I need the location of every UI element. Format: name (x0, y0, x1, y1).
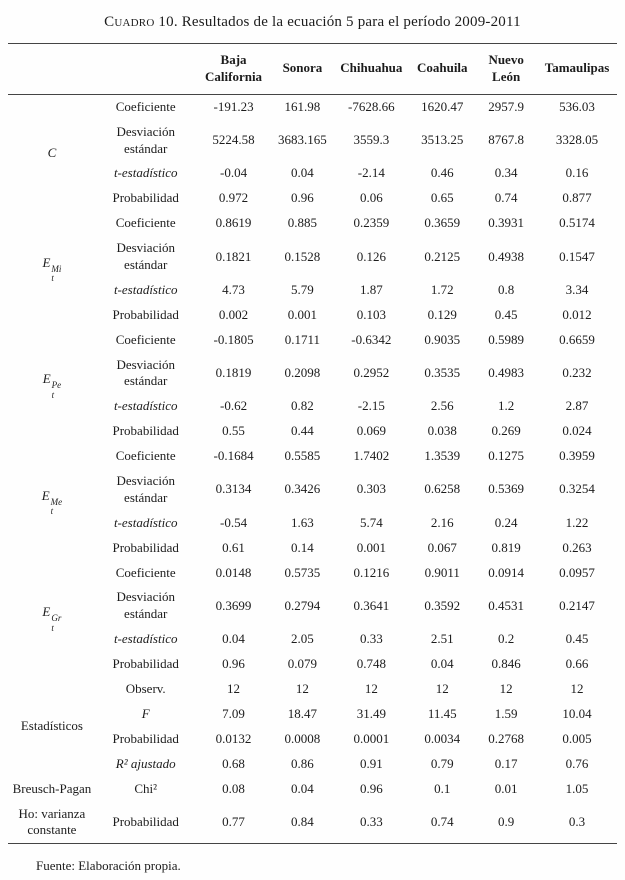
value-cell: 2.51 (430, 631, 454, 647)
value-cell: 0.96 (291, 190, 314, 206)
stat-label: Desviación estándar (116, 123, 175, 156)
table-row (8, 585, 617, 627)
value-cell: 0.45 (565, 631, 589, 647)
value-cell: 4.73 (222, 281, 245, 297)
value-cell: 0.126 (356, 248, 386, 264)
value-cell: 0.5735 (284, 564, 321, 580)
value-cell: 0.001 (287, 306, 318, 322)
value-cell: -0.04 (219, 165, 248, 181)
value-cell: 2957.9 (488, 98, 524, 114)
stat-label: Probabilidad (112, 306, 179, 322)
value-cell: 0.79 (430, 755, 454, 771)
value-cell: 2.16 (430, 514, 454, 530)
value-cell: 0.8619 (215, 215, 252, 231)
table-row (8, 652, 617, 677)
value-cell: 1.3539 (424, 448, 461, 464)
value-cell: 0.8 (498, 281, 515, 297)
value-cell: 1.2 (498, 398, 515, 414)
value-cell: 0.2952 (353, 365, 390, 381)
value-cell: 0.9011 (424, 564, 460, 580)
table-row (8, 561, 617, 586)
value-cell: 1.7402 (353, 448, 390, 464)
param-label: Ho: varianza constante (18, 805, 86, 838)
value-cell: -0.1684 (213, 448, 254, 464)
value-cell: 0.3254 (559, 481, 595, 497)
value-cell: 5.74 (359, 514, 383, 530)
value-cell: 0.55 (222, 423, 245, 439)
param-symbol: E (42, 255, 51, 271)
table-row (8, 94, 617, 119)
value-cell: 0.66 (565, 656, 589, 672)
value-cell: 0.3 (568, 813, 586, 829)
stat-label: Coeficiente (115, 331, 176, 347)
value-cell: 0.1819 (215, 365, 252, 381)
stat-label: R² ajustado (115, 755, 176, 771)
value-cell: 0.06 (359, 190, 383, 206)
value-cell: 0.877 (562, 190, 592, 206)
value-cell: 0.34 (494, 165, 518, 181)
param-symbol: E (42, 371, 51, 387)
value-cell: 0.33 (359, 813, 383, 829)
value-cell: 0.2147 (559, 597, 595, 613)
stat-label: t-estadístico (113, 631, 178, 647)
table-row (8, 303, 617, 328)
param-label: Breusch-Pagan (12, 780, 92, 796)
results-table-body (8, 94, 617, 844)
value-cell: 1.63 (291, 514, 314, 530)
value-cell: 3513.25 (421, 132, 464, 148)
value-cell: 0.846 (491, 656, 521, 672)
value-cell: 0.4983 (488, 365, 524, 381)
stat-label: Desviación estándar (116, 356, 175, 389)
param-subsup: Mi t (51, 264, 62, 284)
value-cell: 0.61 (222, 539, 245, 555)
value-cell: 0.819 (491, 539, 521, 555)
column-header: Tamaulipas (544, 60, 610, 76)
column-header: Nuevo León (488, 52, 524, 84)
value-cell: 536.03 (559, 98, 595, 114)
value-cell: 0.96 (359, 780, 383, 796)
value-cell: 0.65 (430, 190, 454, 206)
source-note: Fuente: Elaboración propia. (36, 858, 181, 874)
value-cell: 0.4938 (488, 248, 524, 264)
value-cell: 0.012 (562, 306, 592, 322)
value-cell: 0.86 (291, 755, 314, 771)
value-cell: -0.54 (219, 514, 248, 530)
stat-label: Coeficiente (115, 448, 176, 464)
column-header: Sonora (282, 60, 323, 76)
value-cell: 12 (364, 681, 378, 697)
stat-label: Probabilidad (112, 539, 179, 555)
value-cell: 0.2359 (353, 215, 390, 231)
stat-label: Probabilidad (112, 813, 179, 829)
value-cell: 0.748 (356, 656, 386, 672)
param-label (8, 444, 96, 560)
value-cell: 18.47 (287, 705, 318, 721)
stat-label: t-estadístico (113, 398, 178, 414)
table-title-text: Resultados de la ecuación 5 para el período 2009-2011 (177, 14, 521, 30)
stat-label: Observ. (125, 681, 166, 697)
value-cell: 11.45 (427, 705, 457, 721)
value-cell: 5.79 (291, 281, 314, 297)
value-cell: 0.44 (291, 423, 314, 439)
value-cell: 0.1711 (284, 331, 321, 347)
table-title (8, 14, 617, 31)
value-cell: 2.56 (430, 398, 454, 414)
value-cell: 0.04 (222, 631, 245, 647)
stat-label: Desviación estándar (116, 240, 175, 273)
value-cell: 3328.05 (555, 132, 599, 148)
value-cell: 0.3535 (424, 365, 461, 381)
stat-label: Probabilidad (112, 423, 179, 439)
value-cell: 0.3426 (284, 481, 321, 497)
value-cell: 0.1821 (215, 248, 252, 264)
value-cell: 1.87 (359, 281, 383, 297)
column-header: Baja California (205, 52, 263, 84)
value-cell: 0.3931 (488, 215, 524, 231)
stat-label: t-estadístico (113, 165, 178, 181)
table-row (8, 752, 617, 777)
table-row (8, 536, 617, 561)
header-spacer (8, 44, 96, 95)
column-header: Chihuahua (340, 60, 403, 76)
table-row (8, 353, 617, 395)
value-cell: 0.024 (562, 423, 592, 439)
value-cell: -2.15 (357, 398, 385, 414)
value-cell: 12 (227, 681, 241, 697)
value-cell: 0.04 (291, 165, 314, 181)
value-cell: 0.0034 (424, 730, 461, 746)
param-subsup: Gr t (51, 613, 62, 633)
value-cell: 0.33 (359, 631, 383, 647)
table-row (8, 419, 617, 444)
column-header: Coahuila (416, 60, 468, 76)
value-cell: 2.05 (291, 631, 314, 647)
value-cell: 1.72 (430, 281, 454, 297)
value-cell: -7628.66 (348, 98, 395, 114)
table-row (8, 186, 617, 211)
value-cell: 0.74 (494, 190, 518, 206)
value-cell: 161.98 (284, 98, 321, 114)
value-cell: 0.1547 (559, 248, 595, 264)
value-cell: 31.49 (356, 705, 386, 721)
value-cell: -0.1805 (213, 331, 254, 347)
table-row (8, 727, 617, 752)
value-cell: 12 (499, 681, 513, 697)
value-cell: 0.1 (434, 780, 451, 796)
value-cell: 0.17 (494, 755, 518, 771)
value-cell: 0.5174 (559, 215, 595, 231)
value-cell: 0.5369 (488, 481, 524, 497)
value-cell: 0.2768 (488, 730, 524, 746)
stat-label: Probabilidad (112, 730, 179, 746)
value-cell: 0.3134 (215, 481, 252, 497)
value-cell: 3683.165 (278, 132, 327, 148)
value-cell: 0.0914 (488, 564, 524, 580)
value-cell: 0.46 (430, 165, 454, 181)
table-row (8, 802, 617, 844)
value-cell: 0.04 (430, 656, 454, 672)
value-cell: 0.76 (565, 755, 589, 771)
value-cell: 12 (435, 681, 449, 697)
value-cell: 0.6258 (424, 481, 461, 497)
table-row (8, 394, 617, 419)
value-cell: 0.96 (222, 656, 245, 672)
value-cell: 12 (570, 681, 584, 697)
value-cell: 0.0008 (284, 730, 321, 746)
value-cell: 0.82 (291, 398, 314, 414)
value-cell: -2.14 (357, 165, 385, 181)
value-cell: 8767.8 (488, 132, 524, 148)
value-cell: 0.68 (222, 755, 245, 771)
value-cell: 0.3959 (559, 448, 595, 464)
value-cell: 0.269 (491, 423, 521, 439)
header-spacer (96, 44, 196, 95)
value-cell: 0.067 (427, 539, 457, 555)
value-cell: 0.91 (359, 755, 383, 771)
value-cell: 1.22 (565, 514, 589, 530)
table-row (8, 511, 617, 536)
value-cell: 2.87 (565, 398, 589, 414)
value-cell: 0.002 (218, 306, 249, 322)
param-symbol: E (42, 604, 51, 620)
value-cell: 0.9 (498, 813, 515, 829)
value-cell: 5224.58 (212, 132, 255, 148)
column-header-row (8, 44, 617, 95)
value-cell: 0.001 (356, 539, 386, 555)
table-row (8, 161, 617, 186)
value-cell: 0.2794 (284, 597, 321, 613)
stat-label: t-estadístico (113, 514, 178, 530)
table-row (8, 444, 617, 469)
param-subsup: Pe t (51, 380, 62, 400)
value-cell: 0.069 (356, 423, 386, 439)
table-row (8, 120, 617, 162)
stat-label: Chi² (134, 780, 158, 796)
param-label (8, 94, 96, 211)
table-row (8, 627, 617, 652)
table-row (8, 777, 617, 802)
value-cell: 0.08 (222, 780, 245, 796)
value-cell: 0.0957 (559, 564, 595, 580)
value-cell: 0.16 (565, 165, 589, 181)
table-row (8, 469, 617, 511)
value-cell: -0.6342 (351, 331, 392, 347)
stat-label: Coeficiente (115, 564, 176, 580)
stat-label: Coeficiente (115, 215, 176, 231)
value-cell: 0.5989 (488, 331, 524, 347)
value-cell: 7.09 (222, 705, 245, 721)
table-row (8, 278, 617, 303)
param-symbol: C (47, 144, 57, 160)
value-cell: 0.1275 (488, 448, 524, 464)
value-cell: 0.232 (562, 365, 592, 381)
value-cell: 1.05 (565, 780, 589, 796)
value-cell: 3559.3 (353, 132, 390, 148)
param-label: Estadísticos (20, 718, 83, 734)
value-cell: 0.3592 (424, 597, 461, 613)
table-row (8, 677, 617, 702)
value-cell: 12 (295, 681, 309, 697)
value-cell: 0.2125 (424, 248, 461, 264)
results-table (8, 43, 617, 844)
param-symbol: E (41, 487, 50, 503)
value-cell: 10.04 (562, 705, 592, 721)
value-cell: 0.885 (287, 215, 318, 231)
value-cell: 0.0148 (215, 564, 252, 580)
value-cell: 0.079 (287, 656, 318, 672)
value-cell: 0.103 (356, 306, 386, 322)
value-cell: 0.3699 (215, 597, 252, 613)
table-number-label: Cuadro 10. (104, 14, 178, 30)
value-cell: 0.0001 (353, 730, 390, 746)
value-cell: 0.5585 (284, 448, 321, 464)
value-cell: 0.24 (494, 514, 518, 530)
value-cell: 0.3641 (353, 597, 390, 613)
stat-label: Coeficiente (115, 98, 176, 114)
table-row (8, 328, 617, 353)
value-cell: -191.23 (213, 98, 254, 114)
value-cell: 0.04 (291, 780, 314, 796)
stat-label: Probabilidad (112, 656, 179, 672)
value-cell: 1620.47 (421, 98, 464, 114)
value-cell: 0.1528 (284, 248, 321, 264)
value-cell: 0.129 (427, 306, 457, 322)
value-cell: 0.972 (218, 190, 249, 206)
stat-label: t-estadístico (113, 281, 178, 297)
value-cell: 0.263 (562, 539, 592, 555)
value-cell: 0.005 (562, 730, 592, 746)
stat-label: Desviación estándar (116, 589, 175, 622)
stat-label: Desviación estándar (116, 473, 175, 505)
table-row (8, 211, 617, 236)
value-cell: 0.74 (430, 813, 454, 829)
value-cell: 1.59 (494, 705, 518, 721)
value-cell: 0.3659 (424, 215, 461, 231)
value-cell: 0.0132 (215, 730, 252, 746)
value-cell: -0.62 (219, 398, 248, 414)
value-cell: 0.77 (222, 813, 245, 829)
value-cell: 3.34 (565, 281, 589, 297)
param-label (8, 211, 96, 327)
value-cell: 0.6659 (559, 331, 595, 347)
value-cell: 0.45 (494, 306, 518, 322)
value-cell: 0.84 (291, 813, 314, 829)
value-cell: 0.1216 (353, 564, 390, 580)
value-cell: 0.2098 (284, 365, 321, 381)
param-subsup: Me t (50, 496, 63, 517)
value-cell: 0.4531 (488, 597, 524, 613)
value-cell: 0.14 (291, 539, 314, 555)
value-cell: 0.9035 (424, 331, 461, 347)
stat-label: F (141, 705, 150, 721)
stat-label: Probabilidad (112, 190, 179, 206)
table-row (8, 702, 617, 727)
param-label (8, 561, 96, 677)
value-cell: 0.2 (498, 631, 515, 647)
param-label (8, 328, 96, 444)
value-cell: 0.01 (494, 780, 518, 796)
table-row (8, 236, 617, 278)
value-cell: 0.038 (427, 423, 457, 439)
value-cell: 0.303 (356, 481, 386, 497)
